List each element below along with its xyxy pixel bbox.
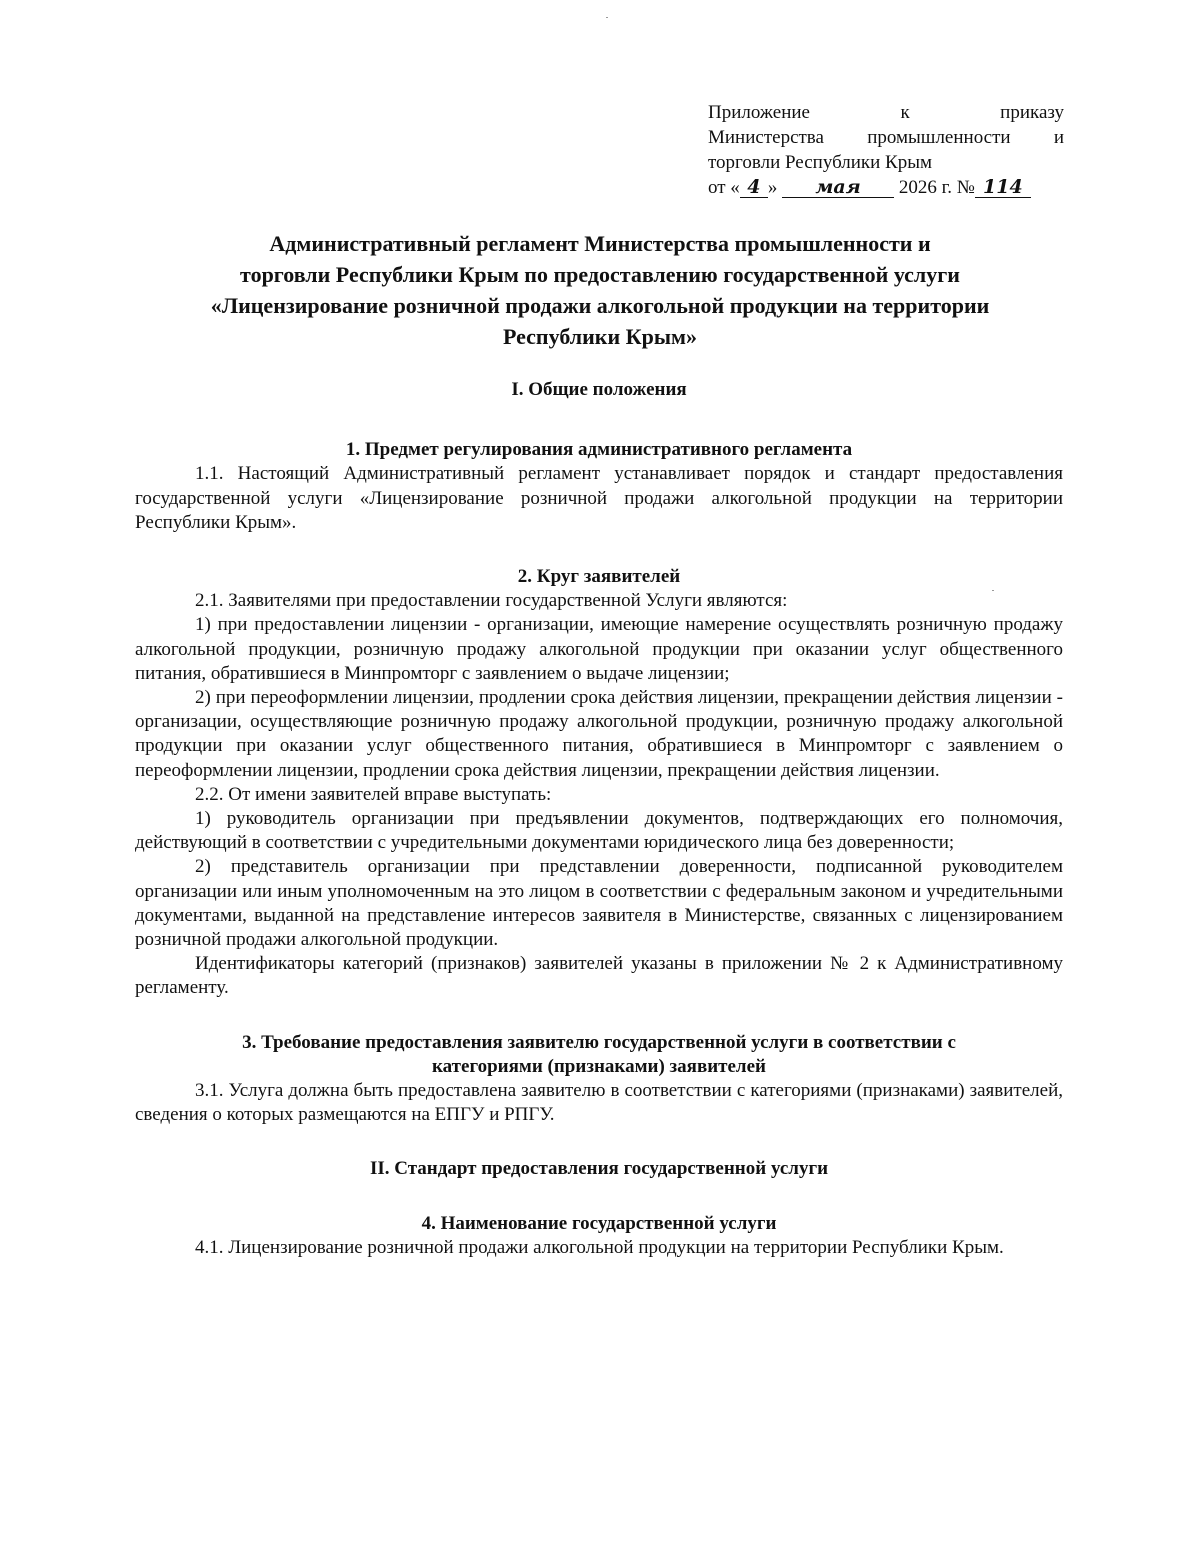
subsection-3-heading-line-1: 3. Требование предоставления заявителю государственной услуги в соответствии с [242, 1031, 956, 1053]
title-line-1: Административный регламент Министерства промышленности и [269, 231, 931, 256]
annex-line-1: Приложение к приказу [708, 102, 1064, 123]
paragraph-2-1-item-1: 1) при предоставлении лицензии - организации, имеющие намерение осуществлять розничную продажу алкогольной продукции, розничную продажу алкогольной продукции при оказании услуг общественного питания, обратившиеся в Минпромторг с заявлением о выдаче лицензии; [135, 614, 1063, 684]
document-body [135, 378, 1063, 1260]
handwritten-month: мая [782, 177, 894, 198]
paragraph-2-1: 2.1. Заявителями при предоставлении государственной Услуги являются: [195, 590, 788, 612]
annex-line-2: Министерства промышленности и [708, 127, 1064, 148]
paragraph-3-1: 3.1. Услуга должна быть предоставлена заявителю в соответствии с категориями (признаками) заявителей, сведения о которых размещаются на ЕПГУ и РПГУ. [135, 1080, 1063, 1126]
date-year-number: 2026 г. № [898, 177, 975, 198]
annex-block [708, 100, 1064, 200]
handwritten-day: 4 [740, 177, 768, 198]
document-title [135, 228, 1065, 352]
title-line-3: «Лицензирование розничной продажи алкогольной продукции на территории [210, 293, 990, 318]
order-date-line [708, 175, 1064, 200]
paragraph-2-2-item-2: 2) представитель организации при представлении доверенности, подписанной руководителем организации или иным уполномоченным на это лицом в соответствии с федеральным законом и учредительными документами, выданной на представление интересов заявителя в Министерстве, связанных с лицензированием розничной продажи алкогольной продукции. [135, 856, 1063, 951]
section-1-heading: I. Общие положения [511, 379, 687, 400]
subsection-2-heading: 2. Круг заявителей [517, 566, 681, 588]
paragraph-1-1: 1.1. Настоящий Административный регламент устанавливает порядок и стандарт предоставления государственной услуги «Лицензирование розничной продажи алкогольной продукции на территории Республики Крым». [135, 463, 1063, 533]
title-line-2: торговли Республики Крым по предоставлению государственной услуги [240, 262, 960, 287]
subsection-3-heading-line-2: категориями (признаками) заявителей [432, 1055, 766, 1077]
date-quote-close: » [767, 177, 778, 198]
paragraph-identifiers: Идентификаторы категорий (признаков) заявителей указаны в приложении № 2 к Административному регламенту. [135, 953, 1063, 999]
date-prefix: от « [708, 177, 740, 198]
paragraph-4-1: 4.1. Лицензирование розничной продажи алкогольной продукции на территории Республики Крым. [195, 1236, 1004, 1258]
subsection-4-heading: 4. Наименование государственной услуги [421, 1212, 777, 1234]
paragraph-2-2: 2.2. От имени заявителей вправе выступать: [195, 783, 552, 805]
section-2-heading: II. Стандарт предоставления государственной услуги [369, 1158, 829, 1180]
subsection-1-heading: 1. Предмет регулирования административного регламента [345, 439, 853, 461]
paragraph-2-1-item-2: 2) при переоформлении лицензии, продлении срока действия лицензии, прекращении действия лицензии - организации, осуществляющие розничную продажу алкогольной продукции, розничную продажу алкогольной продукции при оказании услуг общественного питания, обратившиеся в Минпромторг с заявлением о переоформлении лицензии, продлении срока действия лицензии, прекращении действия лицензии. [135, 687, 1063, 781]
annex-line-3: торговли Республики Крым [708, 152, 933, 173]
scan-speck [606, 17, 608, 18]
title-line-4: Республики Крым» [502, 324, 697, 349]
paragraph-2-2-item-1: 1) руководитель организации при предъявлении документов, подтверждающих его полномочия, действующий в соответствии с учредительными документами юридического лица без доверенности; [135, 808, 1063, 854]
handwritten-order-number: 114 [975, 177, 1031, 198]
